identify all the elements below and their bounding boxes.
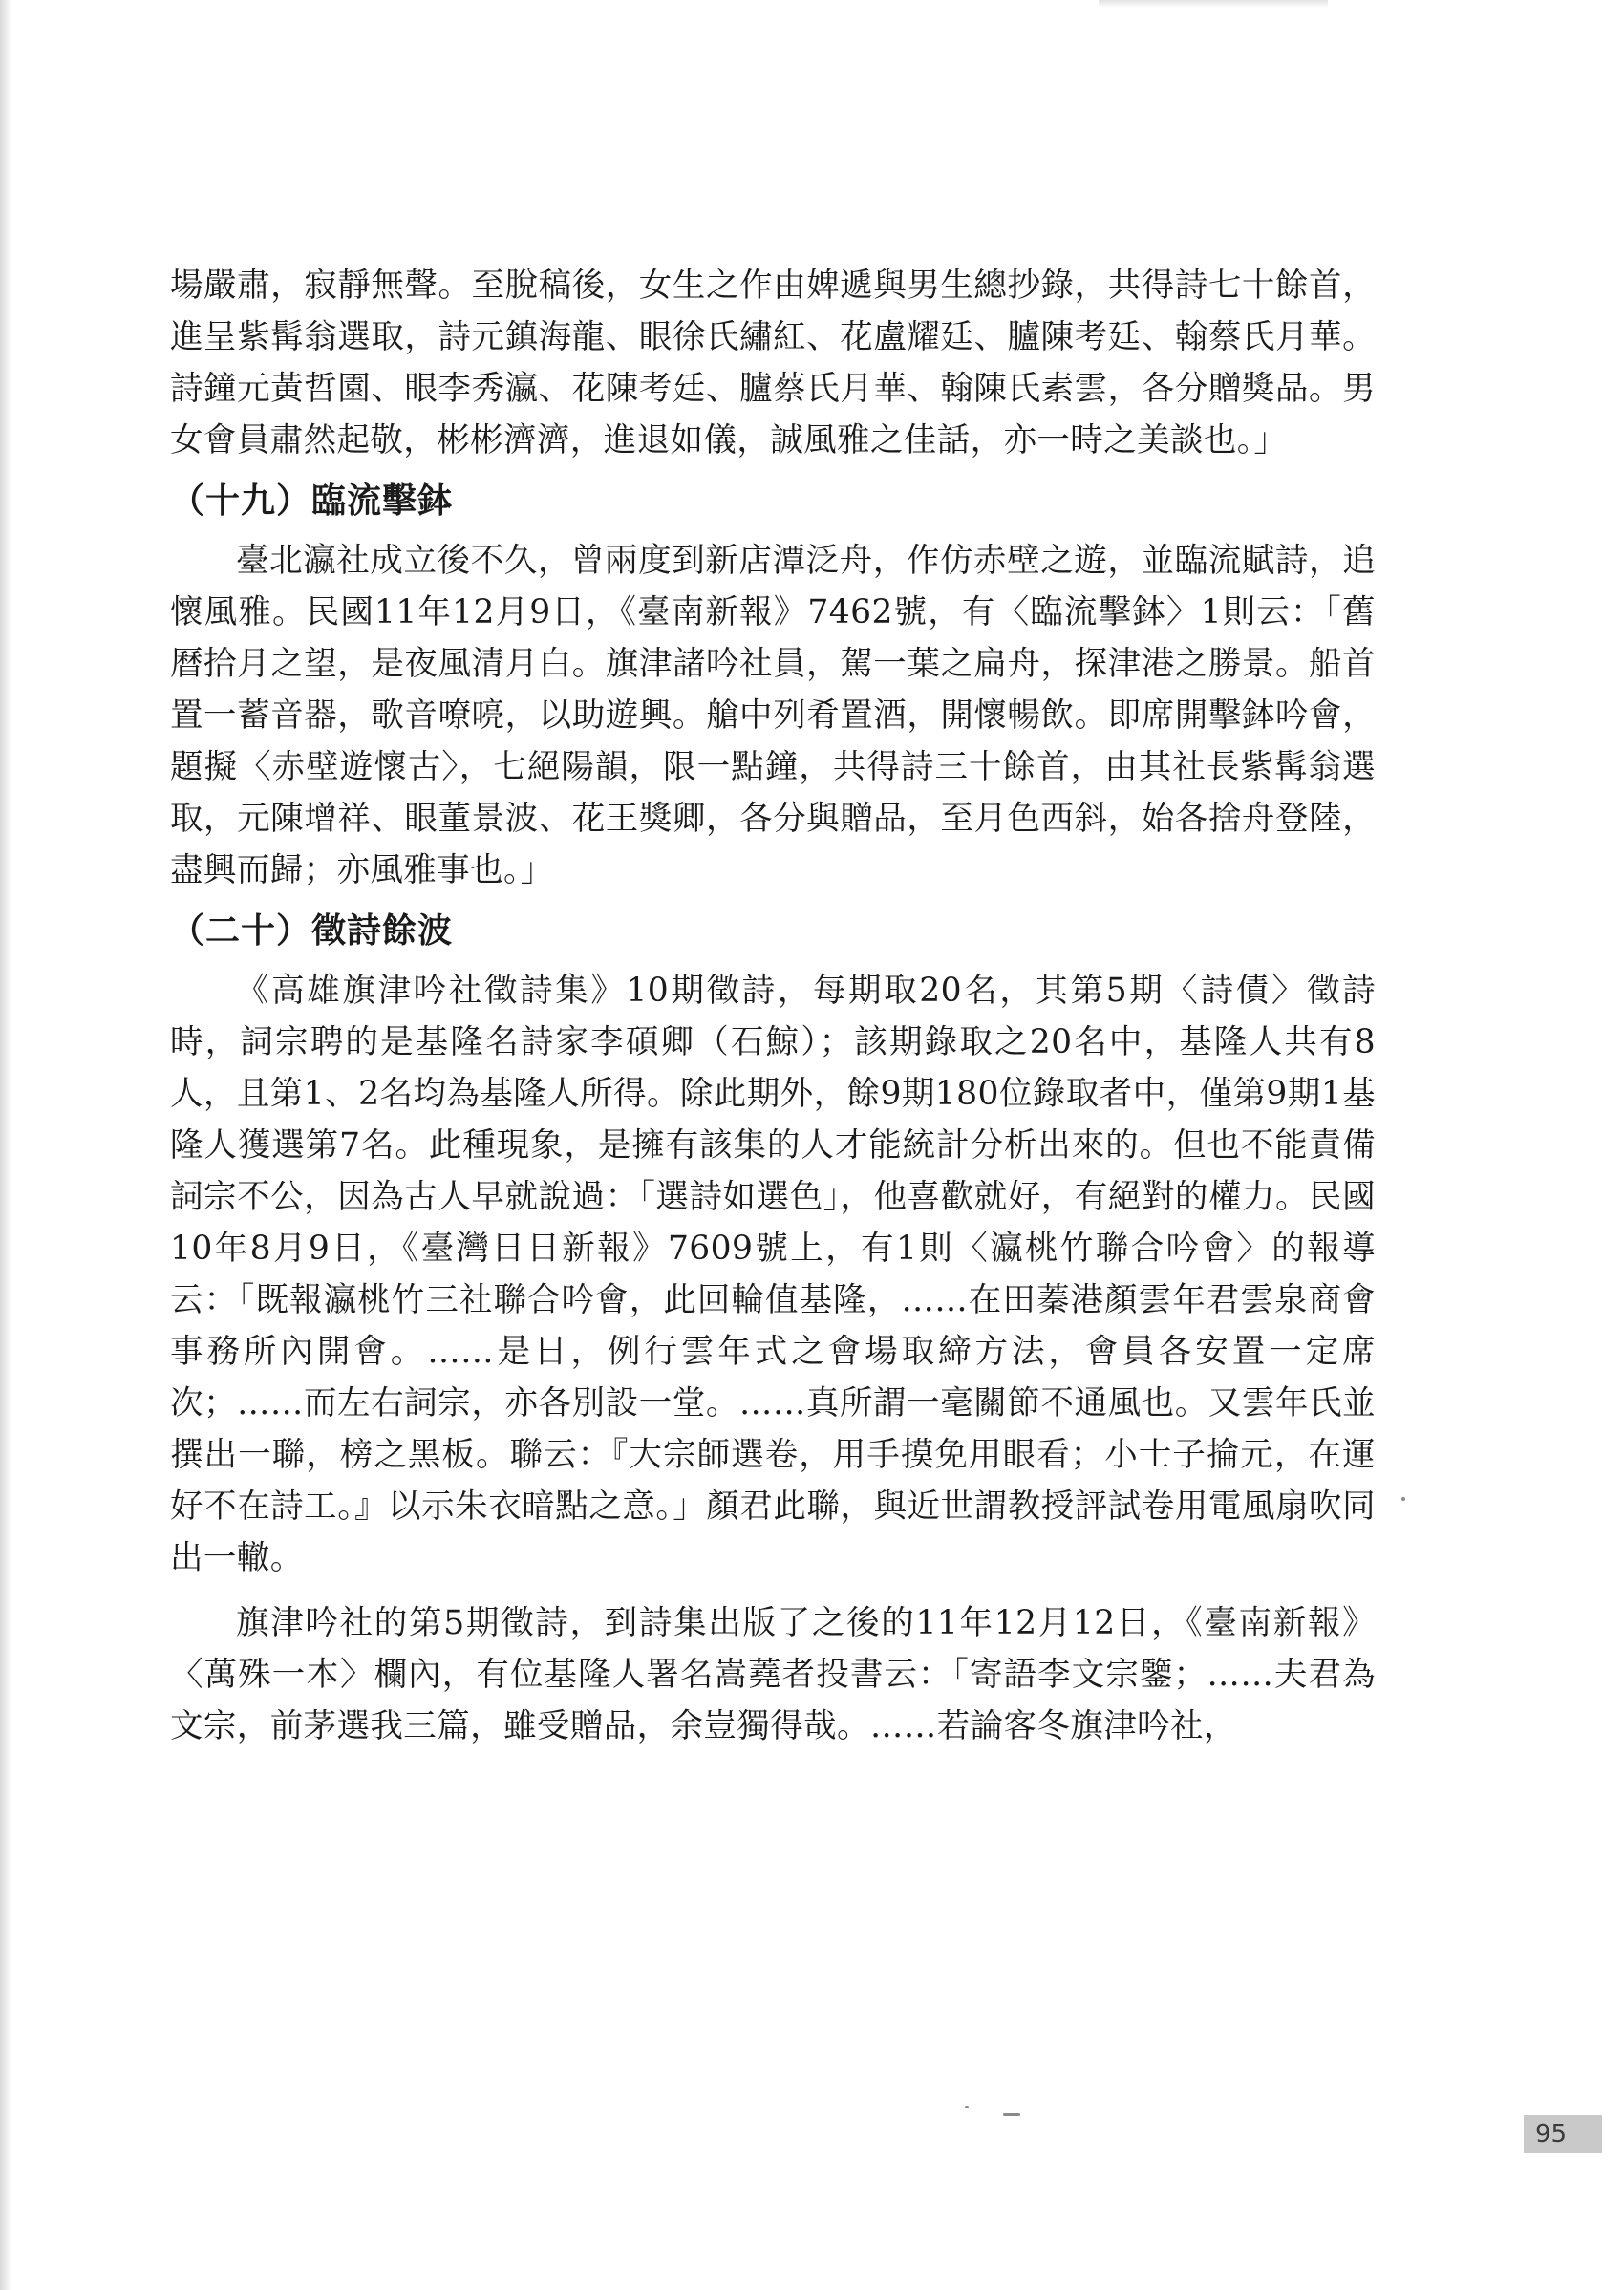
scan-speck bbox=[1003, 2113, 1020, 2116]
scan-smudge bbox=[1099, 0, 1328, 8]
section-heading-19: （十九）臨流擊鉢 bbox=[170, 482, 454, 521]
scan-speck bbox=[1401, 1497, 1405, 1501]
paragraph-gap bbox=[170, 1584, 1376, 1597]
page-edge-shadow bbox=[0, 0, 11, 2290]
paragraph-section-20-1: 《高雄旗津吟社徵詩集》10期徵詩，每期取20名，其第5期〈詩債〉徵詩時，詞宗聘的是基隆名詩家李碩卿（石鯨）；該期錄取之20名中，基隆人共有8人，且第1、2名均為基隆人所得。除此期外，餘9期180位錄取者中，僅第9期1基隆人獲選第7名。此種現象，是擁有該集的人才能統計分析出來的。但也不能責備詞宗不公，因為古人早就說過：「選詩如選色」，他喜歡就好，有絕對的權力。民國10年8月9日，《臺灣日日新報》7609號上，有1則〈瀛桃竹聯合吟會〉的報導云：「既報瀛桃竹三社聯合吟會，此回輪值基隆，……在田蓁港顏雲年君雲泉商會事務所內開會。……是日，例行雲年式之會場取締方法，會員各安置一定席次；……而左右詞宗，亦各別設一堂。……真所謂一毫關節不通風也。又雲年氏並撰出一聯，榜之黑板。聯云：『大宗師選卷，用手摸免用眼看；小士子掄元，在運好不在詩工。』以示朱衣暗點之意。」顏君此聯，與近世謂教授評試卷用電風扇吹同出一轍。 bbox=[170, 972, 1376, 1577]
section-heading-20: （二十）徵詩餘波 bbox=[170, 911, 454, 951]
paragraph-section-20-2: 旗津吟社的第5期徵詩，到詩集出版了之後的11年12月12日，《臺南新報》〈萬殊一本〉欄內，有位基隆人署名嵩蕘者投書云：「寄語李文宗鑒；……夫君為文宗，前茅選我三篇，雖受贈品，余豈獨得哉。……若論客冬旗津吟社， bbox=[170, 1604, 1376, 1745]
page-number: 95 bbox=[1524, 2115, 1602, 2153]
paragraph-continued: 場嚴肅，寂靜無聲。至脫稿後，女生之作由婢遞與男生總抄錄，共得詩七十餘首，進呈紫髯翁選取，詩元鎮海龍、眼徐氏繡紅、花盧耀廷、臚陳考廷、翰蔡氏月華。詩鐘元黃哲園、眼李秀瀛、花陳考廷、臚蔡氏月華、翰陳氏素雲，各分贈獎品。男女會員肅然起敬，彬彬濟濟，進退如儀，誠風雅之佳話，亦一時之美談也。」 bbox=[170, 267, 1376, 460]
paragraph-section-19: 臺北瀛社成立後不久，曾兩度到新店潭泛舟，作仿赤壁之遊，並臨流賦詩，追懷風雅。民國11年12月9日，《臺南新報》7462號，有〈臨流擊鉢〉1則云：「舊曆拾月之望，是夜風清月白。旗津諸吟社員，駕一葉之扁舟，探津港之勝景。船首置一蓄音器，歌音嘹喨，以助遊興。艙中列肴置酒，開懷暢飲。即席開擊鉢吟會，題擬〈赤壁遊懷古〉，七絕陽韻，限一點鐘，共得詩三十餘首，由其社長紫髯翁選取，元陳增祥、眼董景波、花王獎卿，各分與贈品，至月色西斜，始各捨舟登陸，盡興而歸；亦風雅事也。」 bbox=[170, 542, 1376, 889]
page-body bbox=[170, 260, 1376, 1752]
scan-speck bbox=[965, 2106, 969, 2108]
